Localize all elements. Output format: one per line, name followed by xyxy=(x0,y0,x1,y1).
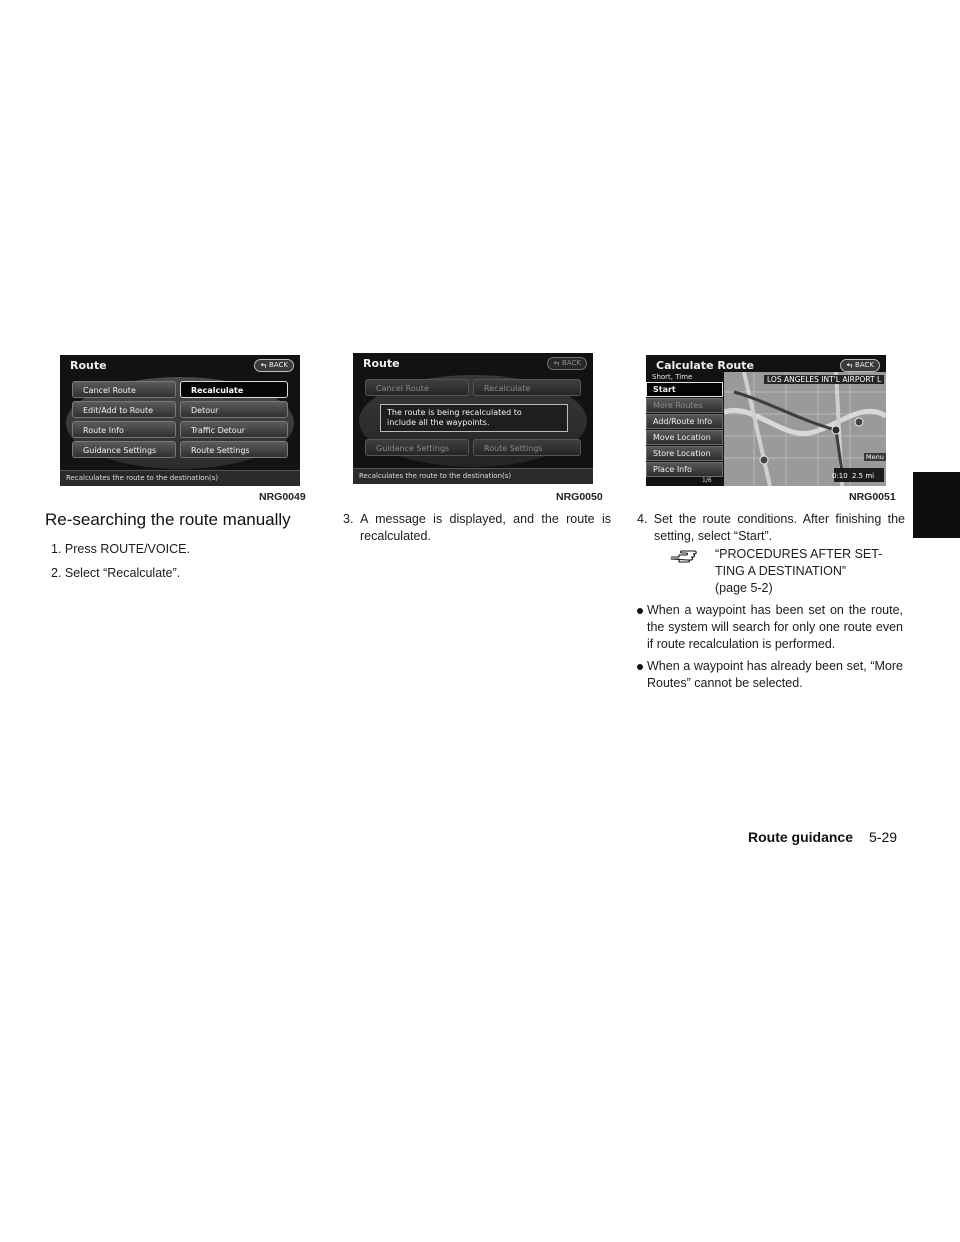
status-bar: Recalculates the route to the destination(s) xyxy=(353,468,593,484)
step-4-line-1: 4. Set the route conditions. After finishing the xyxy=(637,512,905,526)
message-line-1: The route is being recalculated to xyxy=(387,408,522,417)
back-arrow-icon xyxy=(553,360,560,367)
step-3-line-1: 3. A message is displayed, and the route is xyxy=(343,512,611,526)
map-location-label: LOS ANGELES INT'L AIRPORT L xyxy=(764,375,884,384)
step-4-line-2: setting, select “Start”. xyxy=(654,529,773,543)
route-condition-header: Short, Time xyxy=(652,373,693,381)
route-time: 0:10 xyxy=(832,472,848,480)
back-arrow-icon xyxy=(260,362,267,369)
reference-page: (page 5-2) xyxy=(715,581,773,595)
note-2-line-2: Routes” cannot be selected. xyxy=(647,676,803,690)
move-location-button[interactable]: Move Location xyxy=(646,430,723,445)
route-settings-button[interactable]: Route Settings xyxy=(473,439,581,456)
back-arrow-icon xyxy=(846,362,853,369)
figure-label-nrg0049: NRG0049 xyxy=(259,491,306,503)
guidance-settings-button[interactable]: Guidance Settings xyxy=(72,441,176,458)
note-2-line-1: When a waypoint has already been set, “More xyxy=(647,659,903,673)
step-3-line-2: recalculated. xyxy=(360,529,431,543)
figure-route-recalculating xyxy=(353,353,593,484)
place-info-button[interactable]: Place Info xyxy=(646,462,723,477)
figure-calculate-route xyxy=(646,355,886,486)
page-indicator: 1/6 xyxy=(702,477,712,484)
recalculating-message xyxy=(380,404,568,432)
step-2: 2. Select “Recalculate”. xyxy=(51,566,181,580)
back-button[interactable] xyxy=(547,357,587,370)
screen-title: Route xyxy=(70,359,107,372)
reference-line-1: “PROCEDURES AFTER SET- xyxy=(715,547,883,561)
footer-section-title: Route guidance xyxy=(748,829,854,845)
screen-title: Route xyxy=(363,357,400,370)
note-1-line-3: if route recalculation is performed. xyxy=(647,637,836,651)
bullet-icon xyxy=(637,608,643,614)
edit-add-route-button[interactable]: Edit/Add to Route xyxy=(72,401,176,418)
reference-hand-icon xyxy=(670,546,700,564)
reference-line-2: TING A DESTINATION” xyxy=(715,564,847,578)
menu-map-button[interactable]: Menu xyxy=(866,453,884,461)
status-bar: Recalculates the route to the destination(s) xyxy=(60,470,300,486)
cancel-route-button[interactable]: Cancel Route xyxy=(365,379,469,396)
figure-route-menu xyxy=(60,355,300,486)
more-routes-button[interactable]: More Routes xyxy=(646,398,723,413)
start-button[interactable]: Start xyxy=(646,382,723,397)
back-label: BACK xyxy=(855,361,874,369)
detour-button[interactable]: Detour xyxy=(180,401,288,418)
back-button[interactable] xyxy=(840,359,880,372)
store-location-button[interactable]: Store Location xyxy=(646,446,723,461)
route-info-button[interactable]: Route Info xyxy=(72,421,176,438)
back-label: BACK xyxy=(562,359,581,367)
bullet-icon xyxy=(637,664,643,670)
step-1: 1. Press ROUTE/VOICE. xyxy=(51,542,190,556)
route-map[interactable] xyxy=(724,372,886,486)
guidance-settings-button[interactable]: Guidance Settings xyxy=(365,439,469,456)
route-settings-button[interactable]: Route Settings xyxy=(180,441,288,458)
back-label: BACK xyxy=(269,361,288,369)
route-distance: 2.5 mi xyxy=(852,472,875,480)
footer-page-number: 5-29 xyxy=(869,829,898,845)
traffic-detour-button[interactable]: Traffic Detour xyxy=(180,421,288,438)
back-button[interactable] xyxy=(254,359,294,372)
note-1-line-1: When a waypoint has been set on the route, xyxy=(647,603,903,617)
add-route-info-button[interactable]: Add/Route Info xyxy=(646,414,723,429)
note-1-line-2: the system will search for only one route even xyxy=(647,620,903,634)
recalculate-button[interactable]: Recalculate xyxy=(473,379,581,396)
screen-title: Calculate Route xyxy=(656,359,754,372)
figure-label-nrg0051: NRG0051 xyxy=(849,491,896,503)
recalculate-button[interactable]: Recalculate xyxy=(180,381,288,398)
message-line-2: include all the waypoints. xyxy=(387,418,490,427)
cancel-route-button[interactable]: Cancel Route xyxy=(72,381,176,398)
section-heading: Re-searching the route manually xyxy=(45,510,291,529)
chapter-thumb-tab xyxy=(913,472,960,538)
figure-label-nrg0050: NRG0050 xyxy=(556,491,603,503)
